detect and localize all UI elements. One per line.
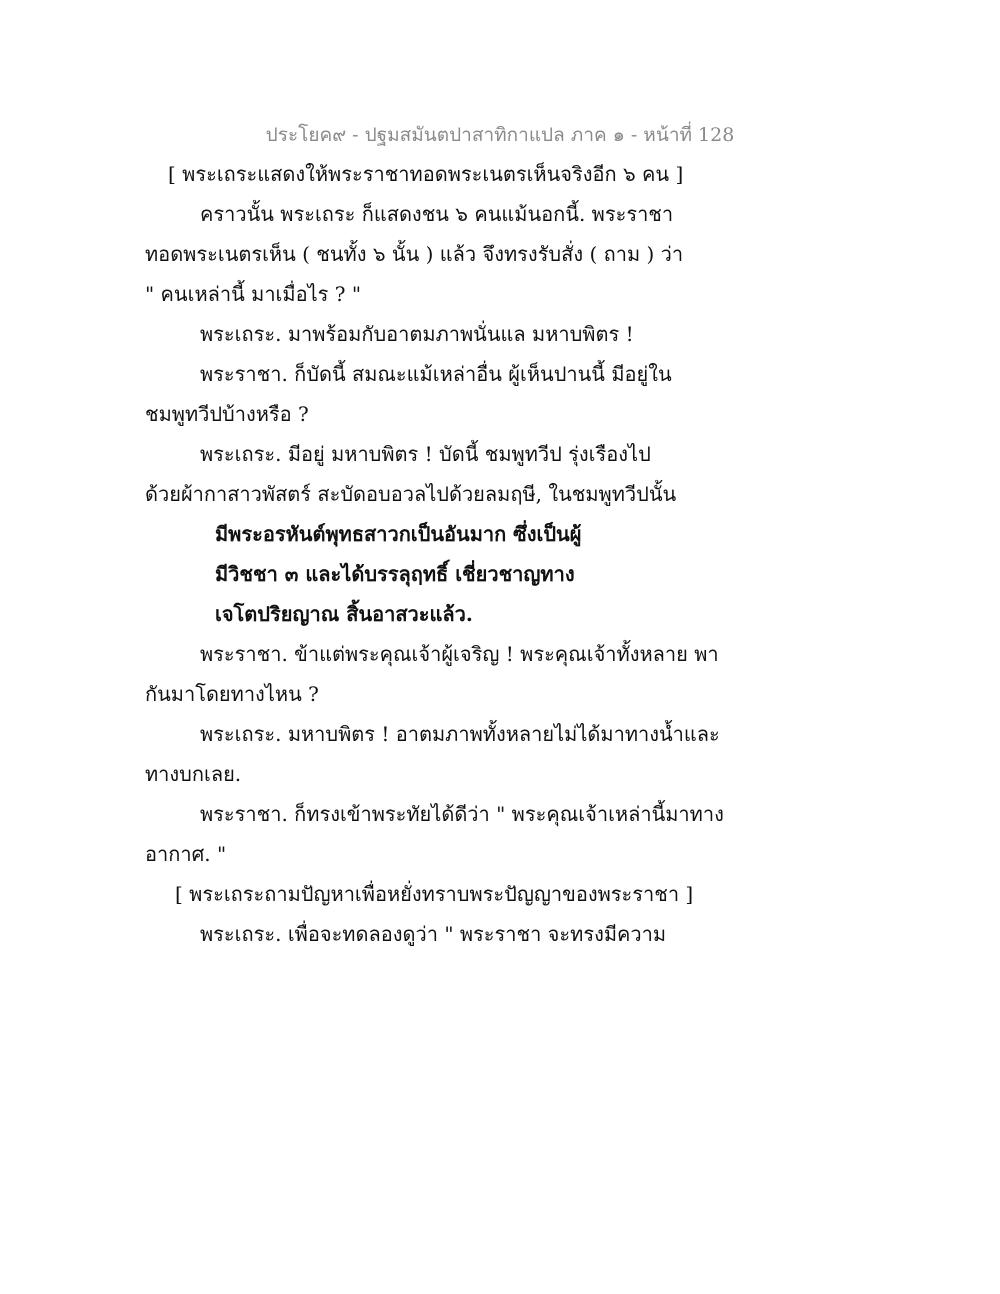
paragraph-line: พระเถระ. มีอยู่ มหาบพิตร ! บัดนี้ ชมพูทวีป รุ่งเรืองไป xyxy=(200,442,651,466)
paragraph-line: ด้วยผ้ากาสาวพัสตร์ สะบัดอบอวลไปด้วยลมฤษี, ในชมพูทวีปนั้น xyxy=(145,482,677,506)
paragraph-line: อากาศ. " xyxy=(145,842,227,866)
paragraph-line: ทอดพระเนตรเห็น ( ชนทั้ง ๖ นั้น ) แล้ว จึงทรงรับสั่ง ( ถาม ) ว่า xyxy=(145,242,684,266)
section-heading: [ พระเถระแสดงให้พระราชาทอดพระเนตรเห็นจริงอีก ๖ คน ] xyxy=(168,162,684,186)
paragraph-line: พระราชา. ก็บัดนี้ สมณะแม้เหล่าอื่น ผู้เห็นปานนี้ มีอยู่ใน xyxy=(200,362,672,386)
paragraph-line: พระเถระ. มาพร้อมกับอาตมภาพนั่นแล มหาบพิตร ! xyxy=(200,322,634,346)
verse-line: มีวิชชา ๓ และได้บรรลุฤทธิ์ เชี่ยวชาญทาง xyxy=(215,562,575,586)
paragraph-line: พระราชา. ข้าแต่พระคุณเจ้าผู้เจริญ ! พระคุณเจ้าทั้งหลาย พา xyxy=(200,642,719,666)
paragraph-line: กันมาโดยทางไหน ? xyxy=(145,682,319,706)
verse-line: เจโตปริยญาณ สิ้นอาสวะแล้ว. xyxy=(215,602,473,626)
paragraph-line: พระราชา. ก็ทรงเข้าพระทัยได้ดีว่า " พระคุณเจ้าเหล่านี้มาทาง xyxy=(200,802,724,826)
running-header: ประโยค๙ - ปฐมสมันตปาสาทิกาแปล ภาค ๑ - หน้าที่ 128 xyxy=(265,124,735,146)
section-heading: [ พระเถระถามปัญหาเพื่อหยั่งทราบพระปัญญาของพระราชา ] xyxy=(175,882,694,906)
paragraph-line: พระเถระ. มหาบพิตร ! อาตมภาพทั้งหลายไม่ได้มาทางน้ำและ xyxy=(200,722,720,746)
paragraph-line: ทางบกเลย. xyxy=(145,762,242,786)
verse-line: มีพระอรหันต์พุทธสาวกเป็นอันมาก ซึ่งเป็นผู้ xyxy=(215,522,582,546)
paragraph-line: พระเถระ. เพื่อจะทดลองดูว่า " พระราชา จะทรงมีความ xyxy=(200,922,667,946)
paragraph-line: ชมพูทวีปบ้างหรือ ? xyxy=(145,402,309,426)
paragraph-line: คราวนั้น พระเถระ ก็แสดงชน ๖ คนแม้นอกนี้. พระราชา xyxy=(200,202,674,226)
paragraph-line: " คนเหล่านี้ มาเมื่อไร ? " xyxy=(145,282,362,306)
